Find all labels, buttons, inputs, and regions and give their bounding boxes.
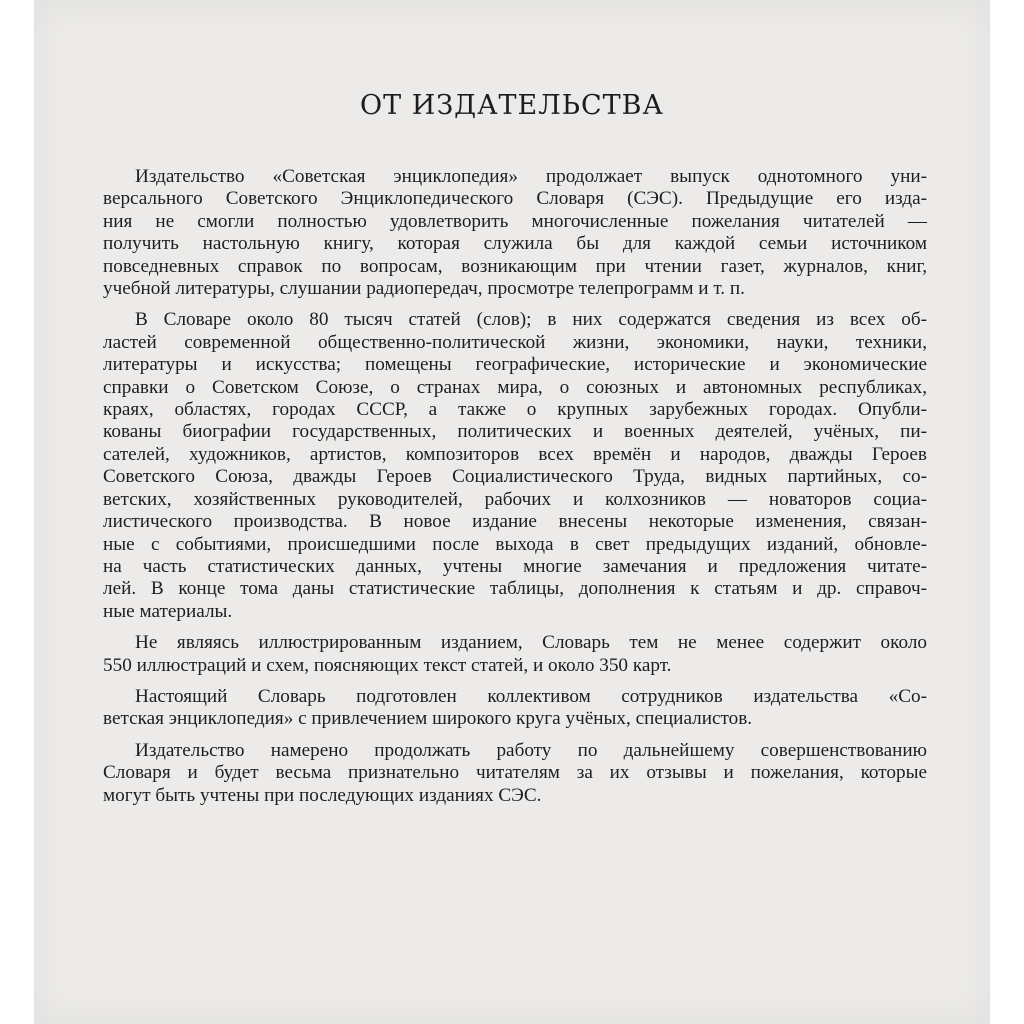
text-line: повседневных справок по вопросам, возникающим при чтении газет, журналов, книг, (103, 255, 927, 277)
text-line: ветских, хозяйственных руководителей, рабочих и колхозников — новаторов социа- (103, 488, 927, 510)
text-line: кованы биографии государственных, политических и военных деятелей, учёных, пи- (103, 421, 927, 443)
paragraph-5 (103, 740, 927, 807)
text-line: учебной литературы, слушании радиопередач, просмотре телепрограмм и т. п. (103, 278, 745, 300)
page-title: ОТ ИЗДАТЕЛЬСТВА (360, 90, 664, 121)
text-line: получить настольную книгу, которая служила бы для каждой семьи источником (103, 233, 927, 255)
text-line: листического производства. В новое издание внесены некоторые изменения, связан- (103, 511, 927, 533)
text-line: ные материалы. (103, 600, 233, 622)
document-body (103, 166, 927, 816)
text-line: литературы и искусства; помещены географические, исторические и экономические (103, 354, 927, 376)
document-page (34, 0, 990, 1024)
text-line: В Словаре около 80 тысяч статей (слов); в них содержатся сведения из всех об- (135, 309, 927, 331)
text-line: сателей, художников, артистов, композиторов всех времён и народов, дважды Героев (103, 443, 927, 465)
text-line: Словаря и будет весьма признательно читателям за их отзывы и пожелания, которые (103, 762, 927, 784)
text-line: 550 иллюстраций и схем, поясняющих текст статей, и около 350 карт. (103, 654, 672, 676)
text-line: Издательство «Советская энциклопедия» продолжает выпуск однотомного уни- (135, 166, 927, 187)
paragraph-3 (103, 632, 927, 677)
text-line: ветская энциклопедия» с привлечением широкого круга учёных, специалистов. (103, 708, 753, 730)
paragraph-4 (103, 686, 927, 731)
text-line: версального Советского Энциклопедического Словаря (СЭС). Предыдущие его изда- (103, 188, 927, 210)
text-line: лей. В конце тома даны статистические таблицы, дополнения к статьям и др. справоч- (103, 578, 927, 600)
text-line: краях, областях, городах СССР, а также о крупных зарубежных городах. Опубли- (103, 399, 927, 421)
paragraph-2 (103, 309, 927, 623)
text-line: Не являясь иллюстрированным изданием, Словарь тем не менее содержит около (135, 632, 927, 654)
text-line: на часть статистических данных, учтены многие замечания и предложения читате- (103, 555, 927, 577)
paragraph-1 (103, 166, 927, 300)
text-line: Издательство намерено продолжать работу по дальнейшему совершенствованию (135, 739, 927, 761)
text-line: могут быть учтены при последующих изданиях СЭС. (103, 784, 542, 806)
text-line: справки о Советском Союзе, о странах мира, о союзных и автономных республиках, (103, 376, 927, 398)
text-line: Настоящий Словарь подготовлен коллективом сотрудников издательства «Со- (135, 685, 927, 707)
text-line: ные с событиями, происшедшими после выхода в свет предыдущих изданий, обновле- (103, 533, 927, 555)
text-line: ния не смогли полностью удовлетворить многочисленные пожелания читателей — (103, 210, 927, 232)
text-line: ластей современной общественно-политической жизни, экономики, науки, техники, (103, 331, 927, 353)
text-line: Советского Союза, дважды Героев Социалистического Труда, видных партийных, со- (103, 466, 927, 488)
